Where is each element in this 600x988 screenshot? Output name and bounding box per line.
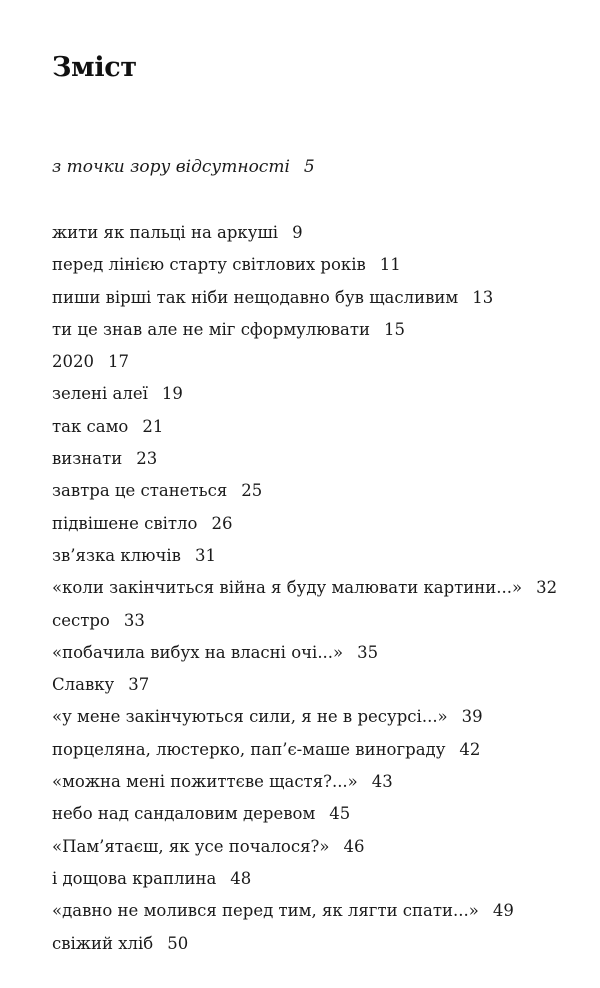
toc-entry[interactable] <box>52 739 557 771</box>
toc-entry-page-number: 13 <box>472 287 494 307</box>
toc-entry[interactable] <box>52 416 557 448</box>
toc-entry-page-number: 35 <box>357 642 379 662</box>
toc-entry[interactable] <box>52 868 557 900</box>
toc-entry-title: «можна мені пожиттєве щастя?...» <box>52 772 358 792</box>
toc-entry[interactable] <box>52 480 557 512</box>
toc-entry-page-number: 9 <box>292 223 303 242</box>
toc-entry-title: перед лінією старту світлових років <box>52 255 366 275</box>
toc-entry-title: «давно не молився перед тим, як лягти спати...» <box>52 901 479 921</box>
toc-entry[interactable] <box>52 706 557 738</box>
toc-entry-page-number: 11 <box>379 255 401 275</box>
toc-entry-title: зелені алеї <box>52 384 148 404</box>
toc-entry[interactable] <box>52 448 557 480</box>
toc-entry[interactable] <box>52 933 557 965</box>
toc-entry-title: ти це знав але не міг сформулювати <box>52 319 370 339</box>
toc-entry-page-number: 17 <box>108 352 129 372</box>
toc-entry-page-number: 42 <box>459 739 481 759</box>
toc-entry-page-number: 43 <box>371 772 393 792</box>
toc-entry-title: пиши вірші так ніби нещодавно був щасливим <box>52 287 459 307</box>
toc-entry[interactable] <box>52 803 557 835</box>
toc-entry-title: Славку <box>52 675 115 695</box>
toc-entry-page-number: 23 <box>136 449 158 469</box>
toc-entry-page-number: 39 <box>461 707 483 727</box>
toc-entry-title: «Пам’ятаєш, як усе почалося?» <box>52 836 330 856</box>
toc-entry[interactable] <box>52 351 557 383</box>
toc-entry-page-number: 37 <box>128 675 150 695</box>
toc-entry-title: 2020 <box>52 352 94 372</box>
toc-entry-title: сестро <box>52 610 110 630</box>
toc-entry-page-number: 32 <box>536 578 558 598</box>
toc-entry[interactable] <box>52 545 557 577</box>
toc-page <box>52 0 580 988</box>
section-page-number: 5 <box>303 157 315 177</box>
toc-entry[interactable] <box>52 674 557 706</box>
toc-entry-title: «коли закінчиться війна я буду малювати картини...» <box>52 578 523 598</box>
toc-entry[interactable] <box>52 222 557 254</box>
toc-entry-title: підвішене світло <box>52 513 198 533</box>
toc-entry[interactable] <box>52 642 557 674</box>
toc-entry[interactable] <box>52 836 557 868</box>
toc-entry[interactable] <box>52 610 557 642</box>
toc-entry-title: так само <box>52 416 129 436</box>
toc-entry-page-number: 46 <box>343 836 365 856</box>
toc-entry-page-number: 49 <box>492 901 514 921</box>
toc-list <box>52 222 557 965</box>
toc-entry[interactable] <box>52 383 557 415</box>
toc-entry-page-number: 45 <box>329 804 351 824</box>
toc-entry-page-number: 15 <box>384 319 405 339</box>
toc-entry-title: зв’язка ключів <box>52 545 181 565</box>
toc-entry[interactable] <box>52 771 557 803</box>
page-title: Зміст <box>52 52 137 83</box>
toc-entry-title: «побачила вибух на власні очі...» <box>52 642 344 662</box>
toc-entry-title: визнати <box>52 449 123 469</box>
toc-entry[interactable] <box>52 319 557 351</box>
toc-entry-page-number: 19 <box>161 384 183 404</box>
toc-entry-title: «у мене закінчуються сили, я не в ресурсі...» <box>52 707 448 727</box>
toc-entry-title: свіжий хліб <box>52 933 154 953</box>
toc-entry[interactable] <box>52 287 557 319</box>
toc-entry-page-number: 48 <box>230 868 252 888</box>
section-title: з точки зору відсутності <box>52 157 290 177</box>
toc-entry-title: і дощова краплина <box>52 868 217 888</box>
toc-entry-title: небо над сандаловим деревом <box>52 804 316 824</box>
toc-entry[interactable] <box>52 254 557 286</box>
toc-entry-page-number: 25 <box>241 481 263 501</box>
toc-entry-title: порцеляна, люстерко, пап’є-маше винограду <box>52 739 446 759</box>
toc-entry-page-number: 31 <box>194 545 216 565</box>
toc-entry[interactable] <box>52 513 557 545</box>
section-heading[interactable] <box>52 157 315 177</box>
toc-entry[interactable] <box>52 900 557 932</box>
toc-entry-page-number: 21 <box>142 416 164 436</box>
toc-entry-title: завтра це станеться <box>52 481 228 501</box>
toc-entry[interactable] <box>52 577 557 609</box>
toc-entry-page-number: 26 <box>211 513 233 533</box>
toc-entry-title: жити як пальці на аркуші <box>52 223 279 242</box>
toc-entry-page-number: 50 <box>167 933 189 953</box>
toc-entry-page-number: 33 <box>123 610 145 630</box>
